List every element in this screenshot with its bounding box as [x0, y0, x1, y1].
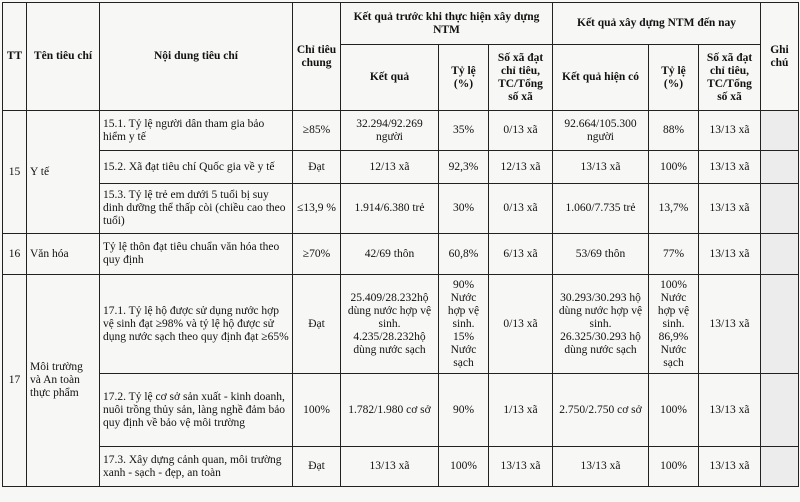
row-communes-before: 0/13 xã [489, 275, 553, 374]
criteria-table [2, 2, 799, 487]
row-result-now: 30.293/30.293 hộ dùng nước hợp vệ sinh. 26.325/30.293 hộ dùng nước sạch [553, 275, 649, 374]
header-noi-dung: Nội dung tiêu chí [100, 3, 293, 111]
row-content: 17.2. Tỷ lệ cơ sở sản xuất - kinh doanh, nuôi trồng thủy sản, làng nghề đảm bảo quy định về bảo vệ môi trường [100, 374, 293, 447]
header-so-xa-before: Số xã đạt chỉ tiêu, TC/Tổng số xã [489, 45, 553, 111]
header-ty-le: Tỷ lệ (%) [439, 45, 489, 111]
row-target: ≤13,9 % [293, 184, 341, 234]
table-row [3, 275, 799, 374]
table-header [3, 3, 799, 111]
row-rate-before: 60,8% [439, 234, 489, 275]
row-result-before: 1.782/1.980 cơ sở [341, 374, 439, 447]
table-row [3, 234, 799, 275]
row-note [761, 447, 799, 487]
header-tt: TT [3, 3, 27, 111]
row-target: Đạt [293, 275, 341, 374]
table-row [3, 447, 799, 487]
row-content: 17.3. Xây dựng cảnh quan, môi trường xanh - sạch - đẹp, an toàn [100, 447, 293, 487]
row-note [761, 151, 799, 184]
row-communes-before: 13/13 xã [489, 447, 553, 487]
row-communes-before: 0/13 xã [489, 184, 553, 234]
row-result-now: 13/13 xã [553, 151, 649, 184]
row-communes-now: 13/13 xã [699, 151, 761, 184]
row-result-now: 2.750/2.750 cơ sở [553, 374, 649, 447]
header-group-before: Kết quả trước khi thực hiện xây dựng NTM [341, 3, 553, 45]
row-communes-now: 13/13 xã [699, 111, 761, 151]
row-rate-now: 13,7% [649, 184, 699, 234]
row-target: Đạt [293, 447, 341, 487]
row-target: ≥70% [293, 234, 341, 275]
row-result-before: 12/13 xã [341, 151, 439, 184]
row-result-before: 25.409/28.232hộ dùng nước hợp vệ sinh. 4.235/28.232hộ dùng nước sạch [341, 275, 439, 374]
row-rate-before: 90% [439, 374, 489, 447]
row-result-before: 13/13 xã [341, 447, 439, 487]
row-communes-before: 0/13 xã [489, 111, 553, 151]
row-rate-before: 35% [439, 111, 489, 151]
row-target: 100% [293, 374, 341, 447]
row-content: 17.1. Tỷ lệ hộ được sử dụng nước hợp vệ sinh đạt ≥98% và tỷ lệ hộ được sử dụng nước sạch theo quy định đạt ≥65% [100, 275, 293, 374]
header-ket-qua: Kết quả [341, 45, 439, 111]
header-so-xa-now: Số xã đạt chỉ tiêu, TC/Tổng số xã [699, 45, 761, 111]
table-row [3, 374, 799, 447]
row-tt: 17 [3, 275, 27, 487]
row-content: 15.2. Xã đạt tiêu chí Quốc gia về y tế [100, 151, 293, 184]
row-note [761, 111, 799, 151]
row-result-now: 13/13 xã [553, 447, 649, 487]
row-communes-before: 6/13 xã [489, 234, 553, 275]
row-note [761, 234, 799, 275]
row-communes-before: 1/13 xã [489, 374, 553, 447]
table-row [3, 184, 799, 234]
row-rate-before: 90% Nước hợp vệ sinh. 15% Nước sạch [439, 275, 489, 374]
header-chi-tieu: Chỉ tiêu chung [293, 3, 341, 111]
row-content: 15.1. Tỷ lệ người dân tham gia bảo hiểm y tế [100, 111, 293, 151]
row-result-before: 1.914/6.380 trẻ [341, 184, 439, 234]
row-content: 15.3. Tỷ lệ trẻ em dưới 5 tuổi bị suy dinh dưỡng thể thấp còi (chiều cao theo tuổi) [100, 184, 293, 234]
row-communes-now: 13/13 xã [699, 234, 761, 275]
row-rate-now: 88% [649, 111, 699, 151]
header-ty-le-now: Tỷ lệ (%) [649, 45, 699, 111]
row-result-before: 32.294/92.269 người [341, 111, 439, 151]
row-note [761, 184, 799, 234]
row-communes-now: 13/13 xã [699, 447, 761, 487]
row-content: Tỷ lệ thôn đạt tiêu chuẩn văn hóa theo quy định [100, 234, 293, 275]
row-result-now: 53/69 thôn [553, 234, 649, 275]
table-row [3, 111, 799, 151]
row-note [761, 275, 799, 374]
row-tt: 16 [3, 234, 27, 275]
row-communes-now: 13/13 xã [699, 374, 761, 447]
row-rate-now: 100% Nước hợp vệ sinh. 86,9% Nước sạch [649, 275, 699, 374]
row-target: Đạt [293, 151, 341, 184]
row-rate-before: 30% [439, 184, 489, 234]
header-ghi-chu: Ghi chú [761, 3, 799, 111]
row-rate-now: 100% [649, 447, 699, 487]
row-criterion-name: Môi trường và An toàn thực phẩm [27, 275, 100, 487]
row-rate-before: 100% [439, 447, 489, 487]
row-criterion-name: Y tế [27, 111, 100, 234]
row-communes-now: 13/13 xã [699, 275, 761, 374]
row-communes-before: 12/13 xã [489, 151, 553, 184]
table-body [3, 111, 799, 487]
row-result-now: 1.060/7.735 trẻ [553, 184, 649, 234]
row-rate-before: 92,3% [439, 151, 489, 184]
header-ten-tieu-chi: Tên tiêu chí [27, 3, 100, 111]
row-note [761, 374, 799, 447]
row-result-before: 42/69 thôn [341, 234, 439, 275]
row-rate-now: 100% [649, 374, 699, 447]
header-ket-qua-hien-co: Kết quả hiện có [553, 45, 649, 111]
row-communes-now: 13/13 xã [699, 184, 761, 234]
header-group-now: Kết quả xây dựng NTM đến nay [553, 3, 761, 45]
row-target: ≥85% [293, 111, 341, 151]
row-tt: 15 [3, 111, 27, 234]
table-row [3, 151, 799, 184]
row-criterion-name: Văn hóa [27, 234, 100, 275]
row-rate-now: 77% [649, 234, 699, 275]
row-result-now: 92.664/105.300 người [553, 111, 649, 151]
row-rate-now: 100% [649, 151, 699, 184]
